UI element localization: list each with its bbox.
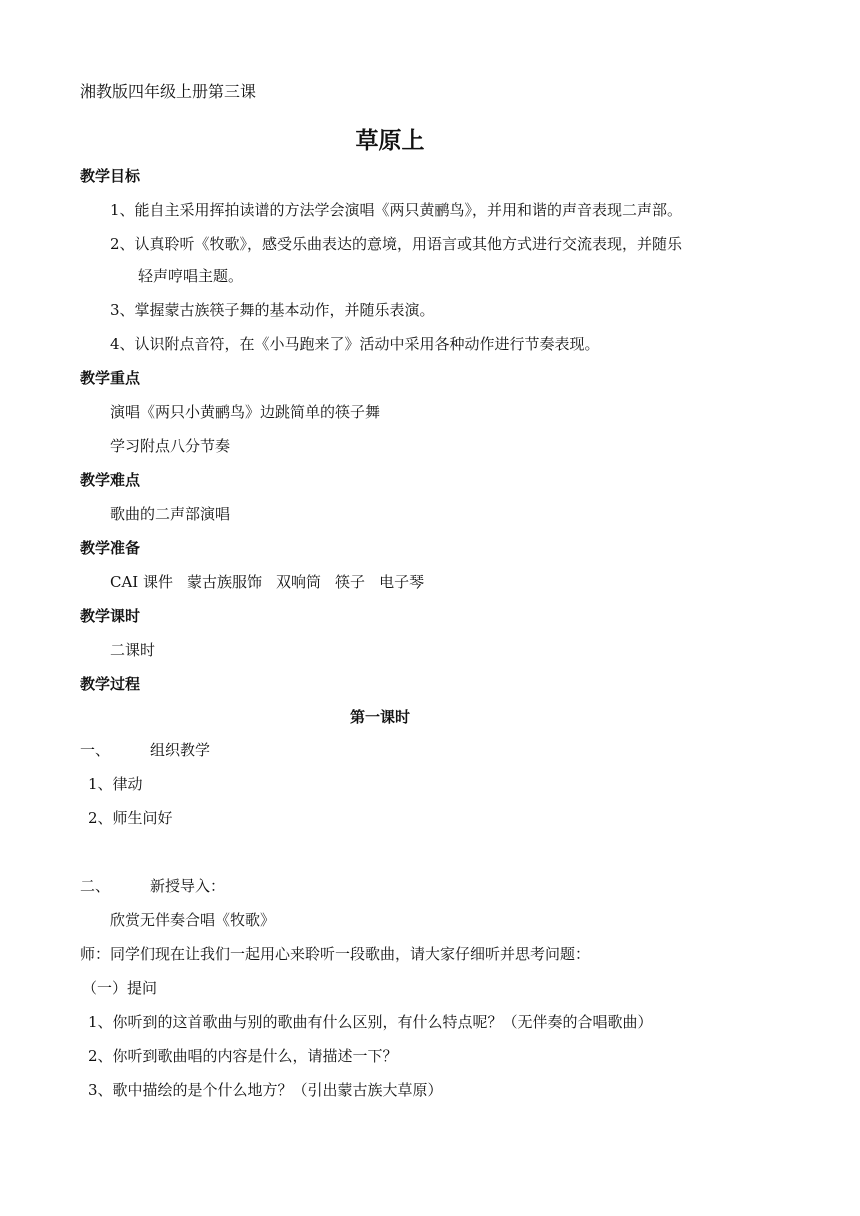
- hours-item: 二课时: [110, 641, 156, 659]
- preparation-list: [110, 572, 424, 592]
- preparation-item: 双响筒: [276, 573, 322, 591]
- objective-item-continued: 轻声哼唱主题。: [138, 267, 244, 285]
- section-item: 2、师生问好: [88, 809, 173, 827]
- objective-item: 4、认识附点音符，在《小马跑来了》活动中采用各种动作进行节奏表现。: [110, 335, 600, 353]
- section-heading: [80, 876, 225, 896]
- question-heading: （一）提问: [82, 979, 158, 997]
- key-point-item: 学习附点八分节奏: [110, 437, 231, 455]
- preparation-item: CAI 课件: [110, 573, 174, 591]
- section-title: 新授导入：: [150, 877, 226, 895]
- key-point-item: 演唱《两只小黄鹂鸟》边跳简单的筷子舞: [110, 403, 381, 421]
- difficulty-heading: 教学难点: [80, 471, 141, 489]
- section-item: 1、律动: [88, 775, 143, 793]
- process-heading: 教学过程: [80, 675, 141, 693]
- question-item: 3、歌中描绘的是个什么地方？（引出蒙古族大草原）: [88, 1081, 443, 1099]
- preparation-item: 筷子: [335, 573, 366, 591]
- listen-text: 欣赏无伴奏合唱《牧歌》: [110, 911, 276, 929]
- question-item: 2、你听到歌曲唱的内容是什么，请描述一下？: [88, 1047, 398, 1065]
- doc-title: 草原上: [355, 128, 425, 154]
- objectives-heading: 教学目标: [80, 167, 141, 185]
- objective-item: 2、认真聆听《牧歌》，感受乐曲表达的意境，用语言或其他方式进行交流表现，并随乐: [110, 235, 683, 253]
- section-title: 组织教学: [150, 741, 211, 759]
- preparation-heading: 教学准备: [80, 539, 141, 557]
- lesson-title: 第一课时: [349, 708, 410, 726]
- key-points-heading: 教学重点: [80, 369, 141, 387]
- preparation-item: 蒙古族服饰: [187, 573, 263, 591]
- section-number: 二、: [80, 877, 111, 895]
- section-heading: [80, 740, 210, 760]
- difficulty-item: 歌曲的二声部演唱: [110, 505, 231, 523]
- hours-heading: 教学课时: [80, 607, 141, 625]
- objective-item: 1、能自主采用挥拍读谱的方法学会演唱《两只黄鹂鸟》，并用和谐的声音表现二声部。: [110, 201, 683, 219]
- preparation-item: 电子琴: [379, 573, 425, 591]
- doc-header: 湘教版四年级上册第三课: [80, 82, 257, 101]
- teacher-text: 师：同学们现在让我们一起用心来聆听一段歌曲，请大家仔细听并思考问题：: [80, 945, 591, 963]
- question-item: 1、你听到的这首歌曲与别的歌曲有什么区别，有什么特点呢？（无伴奏的合唱歌曲）: [88, 1013, 653, 1031]
- section-number: 一、: [80, 741, 111, 759]
- objective-item: 3、掌握蒙古族筷子舞的基本动作，并随乐表演。: [110, 301, 435, 319]
